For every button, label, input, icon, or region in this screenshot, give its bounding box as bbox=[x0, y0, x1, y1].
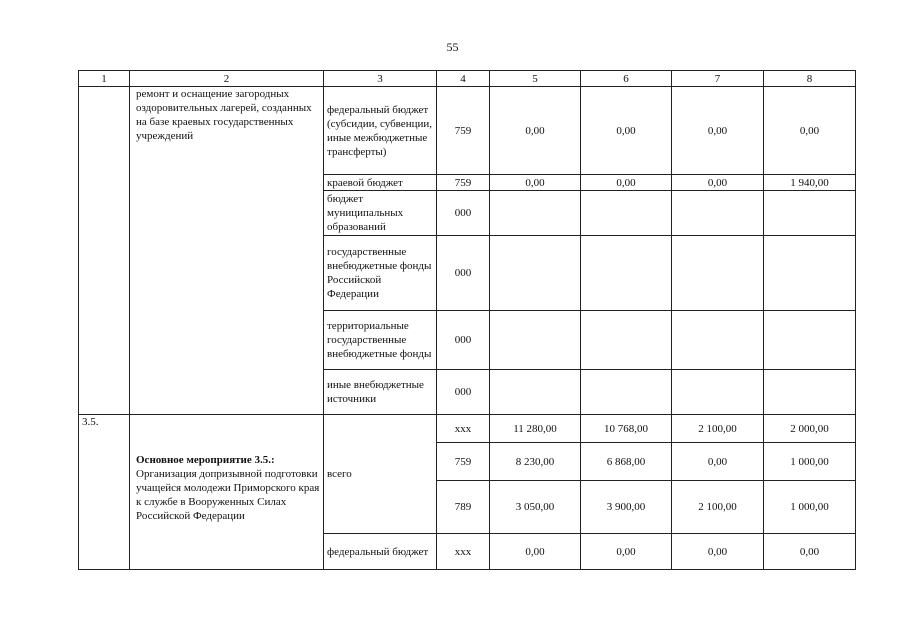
value-cell bbox=[672, 311, 764, 370]
value-cell: 6 868,00 bbox=[581, 443, 672, 481]
value-cell: 3 900,00 bbox=[581, 481, 672, 534]
value-cell: 1 000,00 bbox=[764, 443, 856, 481]
value-cell bbox=[581, 236, 672, 311]
activity-body: Организация допризывной подготовки учащейся молодежи Приморского края к службе в Вооруженных Силах Российской Федерации bbox=[136, 468, 320, 522]
value-cell bbox=[672, 236, 764, 311]
value-cell bbox=[764, 191, 856, 236]
header-row bbox=[79, 71, 856, 87]
value-cell: 1 940,00 bbox=[764, 175, 856, 191]
budget-code: ххх bbox=[437, 415, 490, 443]
funding-source: федеральный бюджет (субсидии, субвенции, иные межбюджетные трансферты) bbox=[324, 87, 437, 175]
value-cell: 11 280,00 bbox=[490, 415, 581, 443]
funding-source: всего bbox=[324, 415, 437, 534]
value-cell: 8 230,00 bbox=[490, 443, 581, 481]
value-cell: 0,00 bbox=[672, 175, 764, 191]
budget-code: 000 bbox=[437, 311, 490, 370]
budget-code: 759 bbox=[437, 443, 490, 481]
row-number-cell bbox=[79, 87, 130, 415]
budget-code: 759 bbox=[437, 175, 490, 191]
value-cell: 2 000,00 bbox=[764, 415, 856, 443]
budget-code: 000 bbox=[437, 236, 490, 311]
value-cell: 0,00 bbox=[672, 87, 764, 175]
value-cell bbox=[672, 370, 764, 415]
value-cell bbox=[581, 370, 672, 415]
budget-code: ххх bbox=[437, 534, 490, 570]
value-cell bbox=[490, 311, 581, 370]
value-cell: 0,00 bbox=[490, 534, 581, 570]
column-header: 4 bbox=[437, 71, 490, 87]
activity-title: Основное мероприятие 3.5.: bbox=[136, 454, 275, 466]
value-cell bbox=[490, 191, 581, 236]
value-cell: 10 768,00 bbox=[581, 415, 672, 443]
value-cell bbox=[581, 191, 672, 236]
value-cell: 0,00 bbox=[672, 534, 764, 570]
funding-source: краевой бюджет bbox=[324, 175, 437, 191]
value-cell bbox=[764, 370, 856, 415]
budget-code: 000 bbox=[437, 370, 490, 415]
activity-description bbox=[130, 415, 324, 570]
funding-source: федеральный бюджет bbox=[324, 534, 437, 570]
value-cell: 0,00 bbox=[764, 534, 856, 570]
value-cell bbox=[764, 236, 856, 311]
funding-source: иные внебюджетные источники bbox=[324, 370, 437, 415]
column-header: 7 bbox=[672, 71, 764, 87]
row-number-cell: 3.5. bbox=[79, 415, 130, 570]
value-cell: 1 000,00 bbox=[764, 481, 856, 534]
column-header: 3 bbox=[324, 71, 437, 87]
column-header: 1 bbox=[79, 71, 130, 87]
value-cell: 0,00 bbox=[581, 534, 672, 570]
value-cell bbox=[764, 311, 856, 370]
budget-code: 759 bbox=[437, 87, 490, 175]
page-number: 55 bbox=[446, 40, 459, 54]
column-header: 8 bbox=[764, 71, 856, 87]
value-cell bbox=[490, 236, 581, 311]
activity-description: ремонт и оснащение загородных оздоровительных лагерей, созданных на базе краевых государственных учреждений bbox=[130, 87, 324, 415]
funding-source: бюджет муниципальных образований bbox=[324, 191, 437, 236]
value-cell: 0,00 bbox=[581, 87, 672, 175]
funding-source: государственные внебюджетные фонды Российской Федерации bbox=[324, 236, 437, 311]
table-row bbox=[79, 415, 856, 443]
funding-source: территориальные государственные внебюджетные фонды bbox=[324, 311, 437, 370]
value-cell: 2 100,00 bbox=[672, 415, 764, 443]
value-cell bbox=[490, 370, 581, 415]
value-cell: 0,00 bbox=[490, 175, 581, 191]
value-cell bbox=[672, 191, 764, 236]
column-header: 5 bbox=[490, 71, 581, 87]
column-header: 2 bbox=[130, 71, 324, 87]
value-cell: 0,00 bbox=[490, 87, 581, 175]
budget-table bbox=[78, 70, 856, 570]
value-cell: 0,00 bbox=[672, 443, 764, 481]
value-cell: 3 050,00 bbox=[490, 481, 581, 534]
value-cell: 2 100,00 bbox=[672, 481, 764, 534]
table-row bbox=[79, 87, 856, 175]
budget-code: 789 bbox=[437, 481, 490, 534]
budget-code: 000 bbox=[437, 191, 490, 236]
value-cell bbox=[581, 311, 672, 370]
value-cell: 0,00 bbox=[764, 87, 856, 175]
column-header: 6 bbox=[581, 71, 672, 87]
value-cell: 0,00 bbox=[581, 175, 672, 191]
